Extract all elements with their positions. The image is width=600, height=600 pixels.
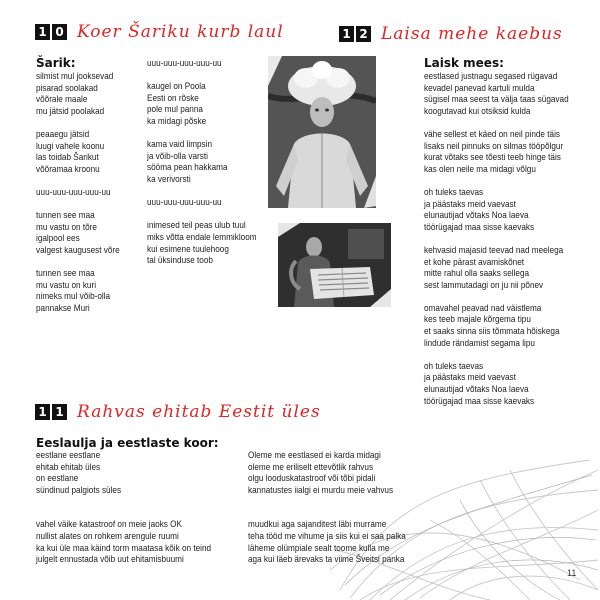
section-12-title: Laisa mehe kaebus	[381, 24, 563, 44]
lyric-line: ka midagi põske	[147, 115, 207, 126]
section-11-lyrics-col1	[36, 450, 211, 577]
section-11-title: Rahvas ehitab Eestit üles	[77, 402, 321, 422]
lyric-line: kehvasid majasid teevad nad meelega	[424, 244, 564, 255]
stanza	[36, 129, 120, 175]
lyric-line: mitte rahul olla saaks sellega	[424, 268, 530, 279]
stanza	[248, 519, 406, 565]
stanza	[147, 81, 257, 127]
lyric-line: ja päästaks meid vaevast	[424, 198, 516, 209]
stanza	[36, 268, 120, 314]
section-10-title: Koer Šariku kurb laul	[77, 22, 284, 42]
lyric-line: mu jätsid poolakad	[36, 105, 105, 116]
lyric-line: nimeks mul võib-olla	[36, 291, 111, 302]
section-11-header	[35, 402, 321, 422]
stanza	[424, 303, 569, 349]
lyric-line: pole mul panna	[147, 104, 203, 115]
lyric-line: tunnen see maa	[36, 268, 95, 279]
lyric-line: et kohe pärast avamiskõnet	[424, 256, 525, 267]
lyric-line: mu vastu on kuri	[36, 279, 97, 290]
lyric-line: et saaks sinna siis tõmmata hõiskega	[424, 326, 560, 337]
lyric-line: kas olen neile ma midagi võlgu	[424, 163, 536, 174]
lyric-line: muudkui aga sajanditest läbi murrame	[248, 519, 387, 530]
lyric-line: lindude rändamist segama lipu	[424, 337, 535, 348]
lyric-line: teha tööd me vihume ja siis kui ei saa palka	[248, 530, 406, 541]
lyric-line: igalpool ees	[36, 233, 80, 244]
lyric-line: ehitab ehitab üles	[36, 461, 101, 472]
lyric-line: ja võib-olla varsti	[147, 150, 208, 161]
lyric-line: luugi vahele koonu	[36, 140, 105, 151]
section-12-number-digit-1: 1	[339, 26, 354, 42]
lyric-line: töörügajad maa sisse kaevaks	[424, 221, 535, 232]
section-12-number-digit-2: 2	[356, 26, 371, 42]
lyric-line: tal üksinduse toob	[147, 255, 213, 266]
performer-photo-headdress	[268, 56, 376, 208]
lyric-line: ja päästaks meid vaevast	[424, 372, 516, 383]
lyric-line: ka kui üle maa käind torm maatasa kõik on teind	[36, 542, 212, 553]
page-number: 11	[567, 568, 577, 578]
lyric-line: inimesed teil peas ulub tuul	[147, 220, 246, 231]
section-10-speaker: Šarik:	[36, 56, 76, 70]
stanza	[424, 129, 569, 175]
lyric-line: uuu-uuu-uuu-uuu-uu	[147, 197, 222, 208]
lyric-line: on eestlane	[36, 473, 79, 484]
lyric-line: läheme olümpiale sealt toome kulla me	[248, 542, 390, 553]
stanza	[36, 71, 120, 117]
stanza	[424, 187, 569, 233]
lyric-line: kevadel panevad kartuli mulda	[424, 82, 535, 93]
lyric-line: sööma pean hakkama	[147, 162, 228, 173]
lyric-line: Oleme me eestlased ei karda midagi	[248, 450, 381, 460]
lyric-line: sügisel maa seest ta välja taas sügavad	[424, 94, 569, 105]
lyric-line: kui esimene tuulehoog	[147, 243, 229, 254]
stanza	[36, 519, 211, 565]
lyric-line: eestlased justnagu segased rügavad	[424, 71, 558, 81]
lyric-line: vahel väike katastroof on meie jaoks OK	[36, 519, 182, 530]
lyric-line: kannatustes iialgi ei murdu meie vahvus	[248, 484, 394, 495]
stanza	[147, 197, 257, 209]
section-11-lyrics-col2	[248, 450, 406, 577]
section-12-lyrics	[424, 71, 569, 419]
lyric-line: sündinud palgiots süles	[36, 484, 122, 495]
lyric-line: mu vastu on tõre	[36, 221, 97, 232]
lyric-line: miks võtta endale lemmikloom	[147, 231, 257, 242]
lyric-line: kurat võtaks see tõesti teeb hinge täis	[424, 152, 561, 163]
lyric-line: sest lammutadagi on ju nii põnev	[424, 279, 544, 290]
stanza	[36, 210, 120, 256]
stanza	[248, 450, 406, 496]
stanza	[424, 361, 569, 407]
section-11-number-digit-2: 1	[52, 404, 67, 420]
section-11-speaker: Eeslaulja ja eestlaste koor:	[36, 436, 219, 450]
section-12-speaker: Laisk mees:	[424, 56, 504, 70]
section-10-number-digit-1: 1	[35, 24, 50, 40]
lyric-line: kes teeb majale kõrgema tipu	[424, 314, 531, 325]
lyric-line: oh tuleks taevas	[424, 360, 484, 371]
lyric-line: võõramaa kroonu	[36, 163, 100, 174]
lyric-line: Eesti on rõske	[147, 92, 199, 103]
stanza	[147, 58, 257, 70]
lyric-line: uuu-uuu-uuu-uuu-uu	[36, 186, 111, 197]
stanza	[424, 71, 569, 117]
lyric-line: olgu looduskatastroof või tõbi pidali	[248, 473, 376, 484]
lyric-line: omavahel peavad nad väistlema	[424, 302, 542, 313]
lyric-line: võõrale maale	[36, 94, 88, 105]
lyric-line: koogutavad kui otsiksid kulda	[424, 105, 531, 116]
lyric-line: peaaegu jätsid	[36, 128, 90, 139]
lyric-line: nullist alates on rohkem arengule ruumi	[36, 530, 179, 541]
performer-photo-newspaper	[278, 223, 391, 307]
lyric-line: vähe sellest et käed on neil pinde täis	[424, 128, 561, 139]
lyric-line: silmist mul jooksevad	[36, 71, 114, 81]
lyric-line: julgelt ennustada võib uut ehitamisbuumi	[36, 554, 184, 565]
lyric-line: töörügajad maa sisse kaevaks	[424, 395, 535, 406]
section-10-lyrics-col2	[147, 58, 257, 278]
lyric-line: elunautijad võtaks Noa laeva	[424, 384, 529, 395]
lyric-line: pisarad soolakad	[36, 82, 98, 93]
stanza	[36, 187, 120, 199]
lyric-line: eestlane eestlane	[36, 450, 101, 460]
section-10-number-digit-2: 0	[52, 24, 67, 40]
lyric-line: ka verivorsti	[147, 173, 191, 184]
stanza	[36, 450, 211, 496]
lyric-line: tunnen see maa	[36, 210, 95, 221]
section-11-number-digit-1: 1	[35, 404, 50, 420]
lyric-line: valgest kaugusest võre	[36, 244, 120, 255]
section-12-header	[339, 24, 563, 44]
stanza	[147, 139, 257, 185]
lyric-line: oleme me eriliselt ettevõtlik rahvus	[248, 461, 374, 472]
section-10-header	[35, 22, 284, 42]
lyric-line: elunautijad võtaks Noa laeva	[424, 210, 529, 221]
lyric-line: oh tuleks taevas	[424, 186, 484, 197]
lyric-line: uuu-uuu-uuu-uuu-uu	[147, 58, 222, 68]
stanza	[424, 245, 569, 291]
lyric-line: lisaks neil pinnuks on silmas tööpõlgur	[424, 140, 564, 151]
section-10-lyrics-col1	[36, 71, 120, 326]
lyric-line: aga kui läeb ärevaks ta viime Šveitsi panka	[248, 554, 405, 565]
lyric-line: las toidab Šarikut	[36, 152, 99, 163]
lyric-line: pannakse Muri	[36, 302, 90, 313]
stanza	[147, 220, 257, 266]
lyric-line: kama vaid limpsin	[147, 139, 213, 150]
lyric-line: kaugel on Poola	[147, 81, 206, 92]
